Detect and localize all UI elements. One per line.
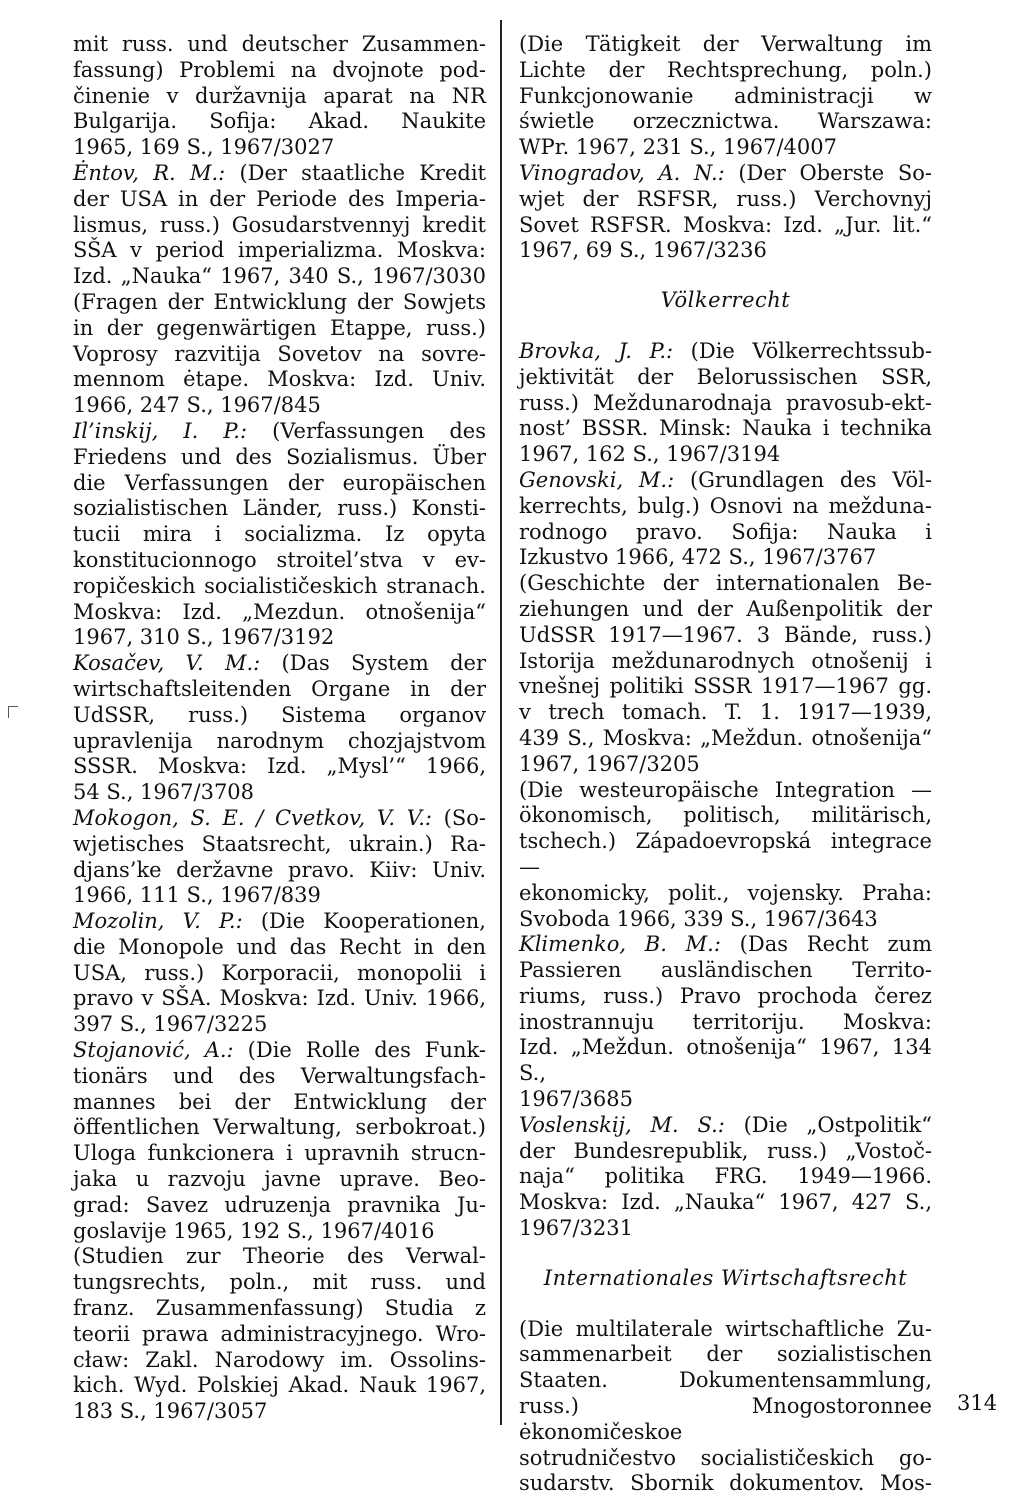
line-text: upravlenija narodnym chozjajstvom [73,728,486,753]
text-line [519,803,932,829]
text-line [73,32,486,58]
text-line [73,1270,486,1296]
line-text: USA, russ.) Korporacii, monopolii i [73,960,486,985]
author-name: Brovka, J. P.: [519,338,674,363]
margin-mark [8,706,18,707]
line-text: (Die „Ostpolitik“ [724,1112,932,1137]
line-text: in der gegenwärtigen Etappe, russ.) [73,315,486,340]
text-line [519,1446,932,1472]
line-text: wjetisches Staatsrecht, ukrain.) Ra- [73,831,486,856]
line-text: (Der staatliche Kredit [225,160,486,185]
line-text: SŠA v period imperializma. Moskva: [73,238,486,263]
line-text: franz. Zusammenfassung) Studia z [73,1296,486,1321]
author-name: Mozolin, V. P.: [73,909,243,934]
section-heading: Völkerrecht [660,288,791,313]
author-name: Ėntov, R. M.: [73,160,226,185]
left-column [73,32,486,1425]
text-line [73,729,486,755]
text-line [73,213,486,239]
line-text: riums, russ.) Pravo prochoda čerez [519,983,932,1008]
line-text: inostrannuju territoriju. Moskva: [519,1009,932,1034]
line-text: Friedens und des Sozialismus. Über [73,444,486,469]
line-text: naja“ politika FRG. 1949—1966. [519,1164,932,1189]
line-text: 1967, 162 S., 1967/3194 [519,442,781,467]
line-text: 54 S., 1967/3708 [73,780,255,805]
text-line [519,545,932,571]
text-line [519,416,932,442]
line-text: die Monopole und das Recht in den [73,934,486,959]
text-line [73,1322,486,1348]
line-text: 1967, 69 S., 1967/3236 [519,238,767,263]
text-line [519,442,932,468]
text-line [519,623,932,649]
text-line [519,829,932,881]
text-line [73,58,486,84]
text-line [73,471,486,497]
text-line [73,393,486,419]
text-line [73,1038,486,1064]
line-text: (Die Kooperationen, [242,909,486,934]
line-text: Izd. „Meždun. otnošenija“ 1967, 134 S., [519,1035,932,1086]
text-line [519,1164,932,1190]
line-text: russ.) Mnogostoronnee ėkonomičeskoe [519,1394,932,1444]
author-name: Kosačev, V. M.: [73,651,261,676]
text-line [519,520,932,546]
line-text: Bulgarijа. Sofija: Akad. Naukite [73,109,486,134]
text-line [73,754,486,780]
line-text: ökonomisch, politisch, militärisch, [519,803,932,828]
line-text: djans’ke deržavne pravo. Kiiv: Univ. [73,857,486,882]
line-text: Staaten. Dokumentensammlung, [519,1368,932,1393]
line-text: (Die Rolle des Funk- [233,1038,486,1063]
line-text: Svoboda 1966, 339 S., 1967/3643 [519,906,878,931]
line-text: (Die Völkerrechtssub- [673,338,932,363]
author-name: Stojanović, A.: [73,1038,234,1063]
line-text: kerrechts, bulg.) Osnovi na mežduna- [519,493,932,518]
text-line [519,881,932,907]
text-line [73,625,486,651]
text-line [73,84,486,110]
line-text: (Das Recht zum [720,932,932,957]
line-text: SSSR. Moskva: Izd. „Mysl’“ 1966, [73,754,486,779]
line-text: sudarstv. Sbornik dokumentov. Mos- [519,1471,932,1496]
line-text: sammenarbeit der sozialistischen [519,1342,932,1367]
line-text: tucii mira i socializma. Iz opyta [73,522,486,547]
text-line [73,651,486,677]
text-line [519,958,932,984]
text-line [519,778,932,804]
text-line [73,1090,486,1116]
text-line [519,1139,932,1165]
line-text: sotrudničestvo socialističeskich go- [519,1445,932,1470]
line-text: Istorija meždunarodnych otnošenij i [519,648,932,673]
text-line [519,907,932,933]
line-text: der Bundesrepublik, russ.) „Vostoč- [519,1138,932,1163]
text-line [73,161,486,187]
line-text: (Das System der [260,651,486,676]
line-text: sozialistischen Länder, russ.) Konsti- [73,496,486,521]
line-text: nost’ BSSR. Minsk: Nauka i technika [519,416,932,441]
line-text: Izkustvo 1966, 472 S., 1967/3767 [519,545,877,570]
text-line [519,1394,932,1446]
text-line [73,290,486,316]
text-line [73,1373,486,1399]
line-text: 397 S., 1967/3225 [73,1012,268,1037]
line-text: (Die Tätigkeit der Verwaltung im [519,32,932,56]
text-line [73,1193,486,1219]
text-line [73,909,486,935]
text-line [73,883,486,909]
text-line [73,135,486,161]
text-line [519,1113,932,1139]
text-line [73,109,486,135]
line-text: jektivität der Belorussischen SSR, [519,364,932,389]
text-line [519,932,932,958]
line-text: vnešnej politiki SSSR 1917—1967 gg. [519,674,932,699]
text-line [519,649,932,675]
text-line [73,1064,486,1090]
right-column [519,32,932,1497]
line-text: Moskva: Izd. „Nauka“ 1967, 427 S., [519,1190,932,1215]
line-text: mennom ėtape. Moskva: Izd. Univ. [73,367,486,392]
section-heading: Internationales Wirtschaftsrecht [543,1265,908,1290]
text-line [73,961,486,987]
line-text: UdSSR 1917—1967. 3 Bände, russ.) [519,622,932,647]
text-line [73,1244,486,1270]
text-line [73,1115,486,1141]
text-line [519,365,932,391]
line-text: v trech tomach. T. 1. 1917—1939, [519,700,932,725]
line-text: kich. Wyd. Polskiej Akad. Nauk 1967, [73,1373,486,1398]
line-text: mannes bei der Entwicklung der [73,1089,486,1114]
line-text: teorii prawa administracyjnego. Wro- [73,1321,486,1346]
text-line [73,445,486,471]
line-text: 1966, 111 S., 1967/839 [73,883,321,908]
line-text: lismus, russ.) Gosudarstvennyj kredit [73,212,486,237]
text-line [519,597,932,623]
text-line [519,161,932,187]
text-line [519,391,932,417]
text-line [73,935,486,961]
page-number: 314 [957,1391,998,1415]
line-text: 439 S., Moskva: „Meždun. otnošenija“ [519,725,932,750]
line-text: (Fragen der Entwicklung der Sowjets [73,289,486,314]
text-line [73,342,486,368]
line-text: Lichte der Rechtsprechung, poln.) [519,57,932,82]
line-text: (Der Oberste So- [724,160,932,185]
text-line [73,986,486,1012]
line-text: świetle orzecznictwa. Warszawa: [519,109,932,134]
text-line [519,1035,932,1087]
line-text: Voprosy razvitija Sovetov na sovre- [73,341,486,366]
text-line [519,1342,932,1368]
author-name: Genovski, M.: [519,467,675,492]
text-line [73,522,486,548]
line-text: 1966, 247 S., 1967/845 [73,393,321,418]
text-line [73,419,486,445]
text-line [519,109,932,135]
text-line [519,339,932,365]
text-line [73,832,486,858]
line-text: Izd. „Nauka“ 1967, 340 S., 1967/3030 [73,264,486,289]
line-text: der USA in der Periode des Imperia- [73,186,486,211]
text-line [73,187,486,213]
text-line [519,571,932,597]
text-line [519,468,932,494]
text-line [519,984,932,1010]
line-text: goslavije 1965, 192 S., 1967/4016 [73,1218,435,1243]
text-line [73,1167,486,1193]
line-text: jaka u razvoju javne uprave. Beo- [73,1167,486,1192]
line-text: 1967/3231 [519,1216,633,1241]
text-line [519,1471,932,1497]
line-text: russ.) Meždunarodnaja pravosub-ekt- [519,390,932,415]
line-text: Moskva: Izd. „Mezdun. otnošenija“ [73,599,486,624]
text-line [73,703,486,729]
line-text: činenie v duržavnija aparat na NR [73,83,486,108]
line-text: Passieren ausländischen Territo- [519,958,932,983]
text-line [73,600,486,626]
text-line [519,135,932,161]
author-name: Klimenko, B. M.: [519,932,721,957]
line-text: (Die westeuropäische Integration — [519,777,932,802]
column-divider [500,20,502,1425]
line-text: (So- [431,805,486,830]
text-line [519,187,932,213]
line-text: 183 S., 1967/3057 [73,1399,268,1424]
line-text: tungsrechts, poln., mit russ. und [73,1270,486,1295]
line-text: UdSSR, russ.) Sistema organov [73,702,486,727]
line-text: wjet der RSFSR, russ.) Verchovnyj [519,186,932,211]
line-text: pravo v SŠA. Moskva: Izd. Univ. 1966, [73,986,486,1011]
text-line [519,726,932,752]
line-text: Funkcjonowanie administracji w [519,83,932,108]
line-text: ropičeskich socialističeskich stranach. [73,573,486,598]
line-text: rodnogo pravo. Sofija: Nauka i [519,519,932,544]
author-name: Il’inskij, I. P.: [73,418,248,443]
margin-mark-vertical [8,706,9,718]
line-text: ziehungen und der Außenpolitik der [519,596,932,621]
line-text: (Die multilaterale wirtschaftliche Zu- [519,1316,932,1341]
text-line [519,1216,932,1242]
text-line [73,1399,486,1425]
text-line [519,1010,932,1036]
text-line [73,858,486,884]
line-text: (Grundlagen des Völ- [674,467,932,492]
line-text: mit russ. und deutscher Zusammen- [73,32,486,56]
text-line [519,238,932,264]
text-line [519,84,932,110]
line-text: ekonomicky, polit., vojensky. Praha: [519,880,932,905]
text-line [73,548,486,574]
text-line [73,1219,486,1245]
text-line [73,780,486,806]
text-line [73,806,486,832]
author-name: Mokogon, S. E. / Cvetkov, V. V.: [73,805,432,830]
line-text: tschech.) Západoevropská integrace — [519,829,932,879]
text-line [519,213,932,239]
line-text: 1967, 1967/3205 [519,751,700,776]
text-line [519,1368,932,1394]
text-line [519,1087,932,1113]
text-line [73,1141,486,1167]
text-line [73,677,486,703]
text-line [73,264,486,290]
line-text: (Geschichte der internationalen Be- [519,571,932,596]
line-text: 1967/3685 [519,1087,633,1112]
line-text: tionärs und des Verwaltungsfach- [73,1063,486,1088]
text-line [73,316,486,342]
line-text: Uloga funkcionera i upravnih strucn- [73,1141,486,1166]
text-line [519,752,932,778]
line-text: Sovet RSFSR. Moskva: Izd. „Jur. lit.“ [519,212,932,237]
text-line [73,1012,486,1038]
text-line [519,1317,932,1343]
line-text: die Verfassungen der europäischen [73,470,486,495]
line-text: (Studien zur Theorie des Verwal- [73,1244,486,1269]
line-text: (Verfassungen des [247,418,486,443]
text-line [519,700,932,726]
text-line [519,494,932,520]
text-line [73,367,486,393]
text-line [519,32,932,58]
text-line [519,674,932,700]
text-line [73,238,486,264]
line-text: 1967, 310 S., 1967/3192 [73,625,335,650]
line-text: fassung) Problemi na dvojnote pod- [73,57,486,82]
text-line [73,1296,486,1322]
line-text: 1965, 169 S., 1967/3027 [73,135,335,160]
text-line [519,1190,932,1216]
author-name: Voslenskij, M. S.: [519,1112,725,1137]
line-text: öffentlichen Verwaltung, serbokroat.) [73,1115,486,1140]
text-line [73,574,486,600]
line-text: cław: Zakl. Narodowy im. Ossolins- [73,1347,486,1372]
line-text: wirtschaftsleitenden Organe in der [73,676,486,701]
text-line [519,58,932,84]
text-line [73,1348,486,1374]
text-line [73,496,486,522]
line-text: grad: Savez udruzenja pravnika Ju- [73,1192,486,1217]
author-name: Vinogradov, A. N.: [519,160,725,185]
line-text: WPr. 1967, 231 S., 1967/4007 [519,135,837,160]
line-text: konstitucionnogo stroitel’stva v ev- [73,547,486,572]
